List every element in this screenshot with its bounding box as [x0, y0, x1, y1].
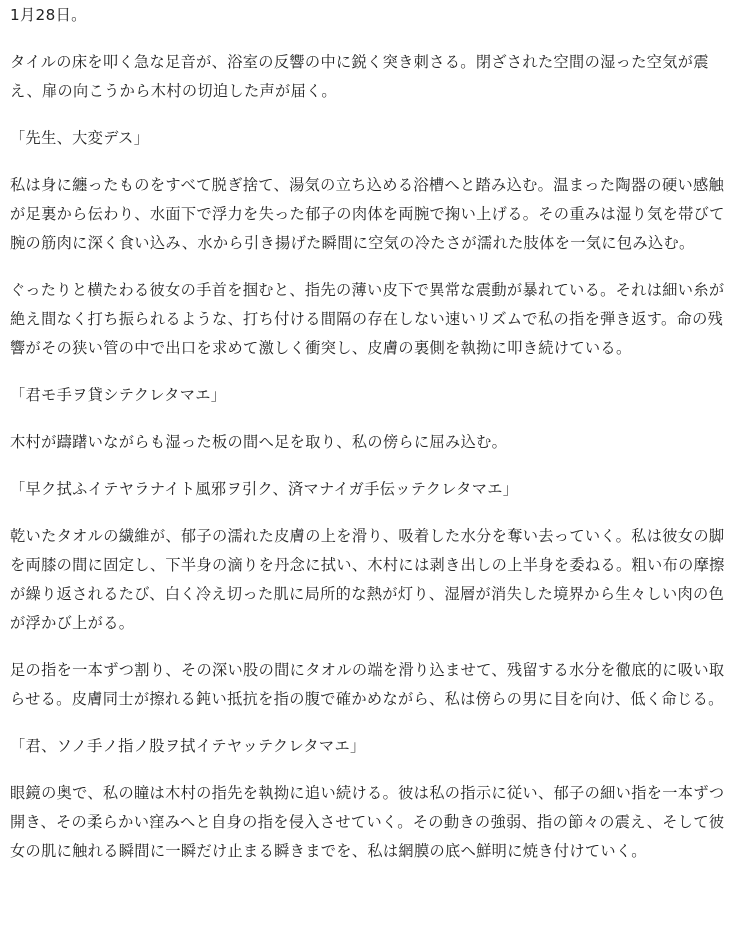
paragraph-spacer [10, 363, 725, 381]
paragraph-4: 木村が躊躇いながらも湿った板の間へ足を取り、私の傍らに屈み込む。 [10, 433, 508, 451]
paragraph-1: タイルの床を叩く急な足音が、浴室の反響の中に鋭く突き刺さる。閉ざされた空間の湿った空気が震え、扉の向こうから木村の切迫した声が届く。 [10, 53, 709, 100]
paragraph-spacer [10, 761, 725, 779]
paragraph-spacer [10, 153, 725, 171]
paragraph-spacer [10, 638, 725, 656]
dialogue-3: 「早ク拭ふイテヤラナイト風邪ヲ引ク、済マナイガ手伝ッテクレタマエ」 [10, 480, 519, 498]
paragraph-spacer [10, 258, 725, 276]
paragraph-spacer [10, 106, 725, 124]
paragraph-spacer [10, 457, 725, 475]
paragraph-spacer [10, 714, 725, 732]
dialogue-2: 「君モ手ヲ貸シテクレタマエ」 [10, 386, 227, 404]
dialogue-1: 「先生、大変デス」 [10, 129, 150, 147]
paragraph-7: 眼鏡の奥で、私の瞳は木村の指先を執拗に追い続ける。彼は私の指示に従い、郁子の細い指を一本ずつ開き、その柔らかい窪みへと自身の指を侵入させていく。その動きの強弱、指の節々の震え、そして彼女の肌に触れる瞬間に一瞬だけ止まる瞬きまでを、私は網膜の底へ鮮明に焼き付けていく。 [10, 784, 725, 860]
paragraph-spacer [10, 30, 725, 48]
paragraph-6: 足の指を一本ずつ割り、その深い股の間にタオルの端を滑り込ませて、残留する水分を徹底的に吸い取らせる。皮膚同士が擦れる鈍い抵抗を指の腹で確かめながら、私は傍らの男に目を向け、低く命じる。 [10, 661, 725, 708]
paragraph-5: 乾いたタオルの繊維が、郁子の濡れた皮膚の上を滑り、吸着した水分を奪い去っていく。私は彼女の脚を両膝の間に固定し、下半身の滴りを丹念に拭い、木村には剥き出しの上半身を委ねる。粗い布の摩擦が繰り返されるたび、白く冷え切った肌に局所的な熱が灯り、湿層が消失した境界から生々しい肉の色が浮かび上がる。 [10, 527, 725, 632]
dialogue-4: 「君、ソノ手ノ指ノ股ヲ拭イテヤッテクレタマエ」 [10, 737, 366, 755]
paragraph-3: ぐったりと横たわる彼女の手首を掴むと、指先の薄い皮下で異常な震動が暴れている。それは細い糸が絶え間なく打ち振られるような、打ち付ける間隔の存在しない速いリズムで私の指を弾き返す。命の残響がその狭い管の中で出口を求めて激しく衝突し、皮膚の裏側を執拗に叩き続けている。 [10, 281, 725, 357]
date-line: 1月28日。 [10, 6, 87, 24]
paragraph-spacer [10, 410, 725, 428]
paragraph-2: 私は身に纏ったものをすべて脱ぎ捨て、湯気の立ち込める浴槽へと踏み込む。温まった陶器の硬い感触が足裏から伝わり、水面下で浮力を失った郁子の肉体を両腕で掬い上げる。その重みは湿り気を帯びて腕の筋肉に深く食い込み、水から引き揚げた瞬間に空気の冷たさが濡れた肢体を一気に包み込む。 [10, 176, 725, 252]
paragraph-spacer [10, 504, 725, 522]
